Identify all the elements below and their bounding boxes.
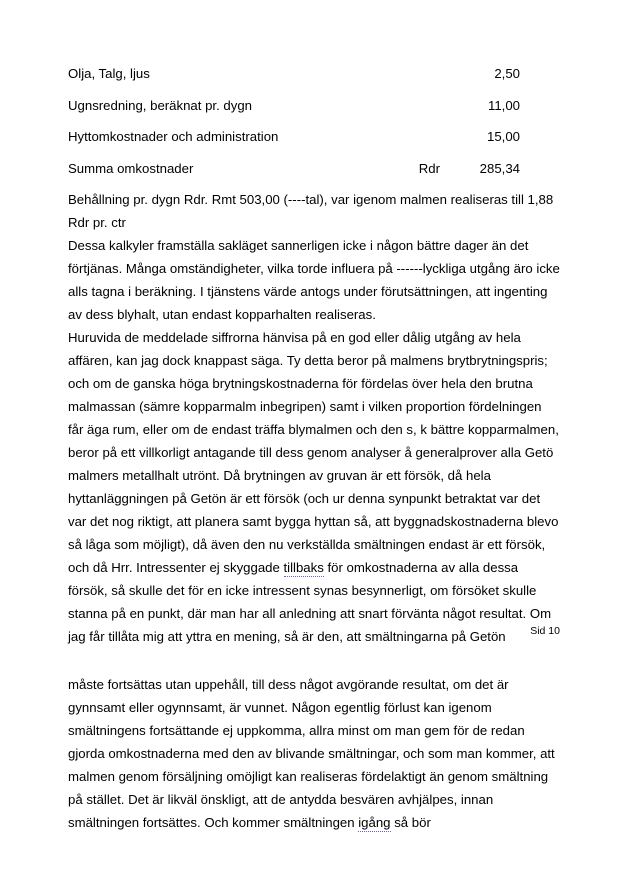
cost-row-unit	[394, 98, 458, 130]
cost-row-label: Summa omkostnader	[68, 160, 194, 176]
cost-row-amount: 15,00	[486, 129, 520, 144]
table-row	[68, 129, 520, 161]
cost-row-amount: 11,00	[487, 97, 520, 113]
paragraph-fortsattning-text-before: måste fortsättas utan uppehåll, till dess något avgörande resultat, om det är gynnsamt eller ogynnsamt, är vunnet. Någon egentlig förlust kan igenom smältningens fortsättande ej uppkomma, allra minst om man gem för de redan gjorda omkostnaderna med den av blivande smältningar, och som man kommer, att malmen genom försäljning omöjligt kan realiseras fördelaktigt än genom smältning på stället. Det är likväl önskligt, att de antydda besvären avhjälpes, innan smältningen fortsättes. Och kommer smältningen	[68, 677, 555, 830]
page-marker: Sid 10	[530, 625, 560, 637]
cost-row-label: Hyttomkostnader och administration	[68, 129, 279, 144]
paragraph-huruvida	[68, 326, 560, 648]
paragraph-huruvida-text-after: för omkostnaderna av alla dessa försök, så skulle det för en icke intressent synas besynnerligt, om försöket skulle stanna på en punkt, där man har all anledning att snart förvänta något resultat. Om jag får tillåta mig att yttra en mening, så är den, att smältningarna på Getön	[68, 560, 552, 644]
spellcheck-flagged-word-tillbaks[interactable]: tillbaks	[283, 560, 324, 575]
cost-row-unit: Rdr	[418, 160, 440, 176]
cost-table-body	[68, 66, 520, 192]
cost-row-label: Olja, Talg, ljus	[68, 66, 150, 81]
paragraph-huruvida-text-before: Huruvida de meddelade siffrorna hänvisa på en god eller dålig utgång av hela affären, kan jag dock knappast säga. Ty detta beror på malmens brytbrytningspris; och om de ganska höga brytningskostnaderna för fördelas över hela den brutna malmassan (sämre kopparmalm inbegripen) samt i vilken proportion fördelningen får äga rum, eller om de endast träffa blymalmen och den s, k bättre kopparmalmen, beror på ett villkorligt antagande till dess genom analyser å generalprover alla Getö malmers metallhalt utrönt. Då brytningen av gruvan är ett försök, då hela hyttanläggningen på Getön är ett försök (och ur denna synpunkt betraktat var det var det nog riktigt, att planera samt bygga hyttan så, att byggnadskostnaderna blevo så låga som möjligt), då även den nu verkställda smältningen endast är ett försök, och då Hrr. Intressenter ej skyggade	[68, 330, 559, 575]
cost-row-unit	[394, 129, 458, 161]
paragraph-fortsattning	[68, 673, 564, 834]
cost-row-amount: 2,50	[494, 66, 520, 81]
cost-row-label: Ugnsredning, beräknat pr. dygn	[68, 97, 253, 113]
paragraph-kalkyler: Dessa kalkyler framställa sakläget sannerligen icke i någon bättre dager än det förtjänas. Många omständigheter, vilka torde influera på ------lyckliga utgång äro icke alls tagna i beräkning. I tjänstens värde antogs under förutsättningen, att ingenting av dess blyhalt, utan endast kopparhalten realiseras.	[68, 238, 560, 322]
spellcheck-flagged-word-igang[interactable]: igång	[358, 815, 391, 830]
cost-row-amount: 285,34	[479, 160, 520, 176]
table-row	[68, 66, 520, 98]
paragraph-fortsattning-text-after: så bör	[390, 815, 431, 830]
table-row	[68, 98, 520, 130]
cost-table	[68, 66, 520, 192]
paragraph-behallning: Behållning pr. dygn Rdr. Rmt 503,00 (----tal), var igenom malmen realiseras till 1,88 Rdr pr. ctr	[68, 192, 554, 230]
cost-row-unit	[394, 66, 458, 98]
